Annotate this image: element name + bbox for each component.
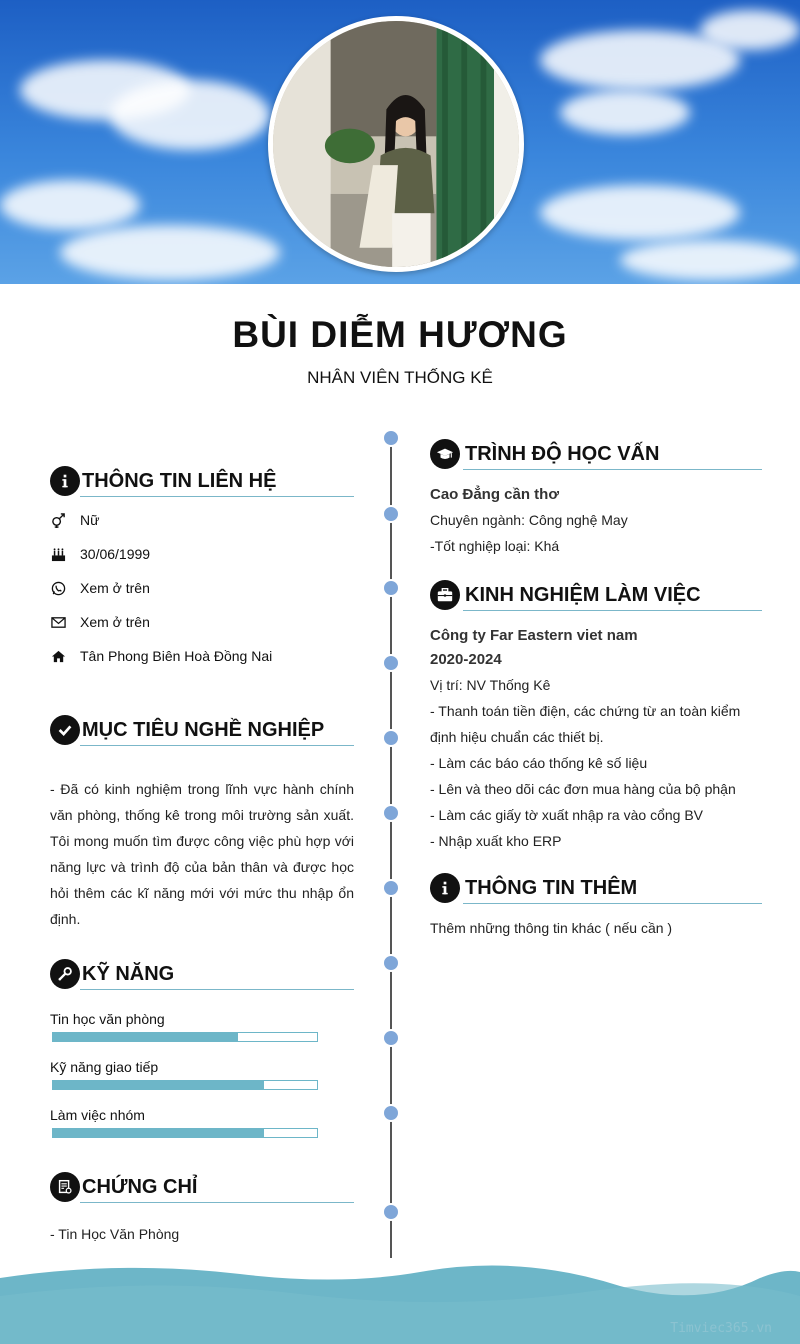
timeline-dot bbox=[382, 1029, 400, 1047]
timeline-dot bbox=[382, 729, 400, 747]
timeline-dot bbox=[382, 879, 400, 897]
company-name: Công ty Far Eastern viet nam bbox=[430, 627, 638, 644]
phone-icon bbox=[50, 580, 66, 596]
duty-item: - Nhập xuất kho ERP bbox=[430, 833, 562, 849]
contact-birthday bbox=[50, 546, 150, 562]
cloud bbox=[620, 240, 800, 280]
cloud bbox=[110, 80, 270, 150]
skill-bar bbox=[52, 1128, 318, 1138]
section-divider bbox=[463, 903, 762, 904]
contact-value: Xem ở trên bbox=[80, 580, 150, 596]
timeline-dot bbox=[382, 654, 400, 672]
section-title: KINH NGHIỆM LÀM VIỆC bbox=[465, 583, 701, 606]
section-title: KỸ NĂNG bbox=[82, 962, 175, 985]
section-divider bbox=[80, 496, 354, 497]
birthday-cake-icon bbox=[50, 546, 66, 562]
contact-phone bbox=[50, 580, 150, 596]
check-icon bbox=[50, 715, 80, 745]
contact-email bbox=[50, 614, 150, 630]
certificate-item: - Tin Học Văn Phòng bbox=[50, 1226, 180, 1242]
job-title: NHÂN VIÊN THỐNG KÊ bbox=[307, 368, 493, 387]
cloud bbox=[700, 10, 800, 50]
gender-icon bbox=[50, 512, 66, 528]
work-position: Vị trí: NV Thống Kê bbox=[430, 677, 551, 693]
contact-value: Tân Phong Biên Hoà Đồng Nai bbox=[80, 648, 273, 664]
skill-bar-fill bbox=[53, 1081, 264, 1089]
education-section-heading bbox=[430, 439, 659, 469]
info-icon bbox=[50, 466, 80, 496]
certificates-section-heading bbox=[50, 1172, 197, 1202]
contact-value: 30/06/1999 bbox=[80, 546, 151, 562]
skill-label: Tin học văn phòng bbox=[50, 1011, 165, 1027]
skills-section-heading bbox=[50, 959, 174, 989]
duty-list bbox=[430, 698, 770, 854]
skill-bar bbox=[52, 1080, 318, 1090]
section-title: MỤC TIÊU NGHỀ NGHIỆP bbox=[82, 718, 325, 741]
contact-gender bbox=[50, 512, 99, 528]
timeline-dot bbox=[382, 579, 400, 597]
section-title: TRÌNH ĐỘ HỌC VẤN bbox=[465, 442, 660, 465]
wrench-icon bbox=[50, 959, 80, 989]
footer-waves bbox=[0, 1256, 800, 1344]
section-divider bbox=[80, 745, 354, 746]
section-title: THÔNG TIN LIÊN HỆ bbox=[82, 469, 277, 492]
education-major: Chuyên ngành: Công nghệ May bbox=[430, 512, 628, 528]
timeline-dot bbox=[382, 804, 400, 822]
skill-bar-fill bbox=[53, 1033, 238, 1041]
duty-item: - Làm các giấy tờ xuất nhập ra vào cổng BV bbox=[430, 807, 703, 823]
cloud bbox=[60, 225, 280, 280]
home-icon bbox=[50, 648, 66, 664]
timeline-dot bbox=[382, 505, 400, 523]
duty-item: - Thanh toán tiền điện, các chứng từ an toàn kiểm định hiệu chuẩn các thiết bị. bbox=[430, 703, 741, 745]
experience-section-heading bbox=[430, 580, 701, 610]
section-divider bbox=[463, 610, 762, 611]
section-title: CHỨNG CHỈ bbox=[82, 1175, 198, 1198]
contact-value: Nữ bbox=[80, 512, 100, 528]
timeline-dot bbox=[382, 1203, 400, 1221]
additional-section-heading bbox=[430, 873, 637, 903]
skill-label: Làm việc nhóm bbox=[50, 1107, 145, 1123]
duty-item: - Làm các báo cáo thống kê số liệu bbox=[430, 755, 648, 771]
section-title: THÔNG TIN THÊM bbox=[465, 876, 638, 899]
cloud bbox=[560, 90, 690, 135]
additional-text: Thêm những thông tin khác ( nếu cần ) bbox=[430, 920, 673, 936]
cloud bbox=[540, 185, 740, 240]
cloud bbox=[0, 180, 140, 230]
duty-item: - Lên và theo dõi các đơn mua hàng của bộ phận bbox=[430, 781, 736, 797]
contact-value: Xem ở trên bbox=[80, 614, 150, 630]
watermark: Timviec365.vn bbox=[670, 1321, 772, 1336]
timeline-line bbox=[390, 438, 392, 1258]
contact-section-heading bbox=[50, 466, 276, 496]
skill-label: Kỹ năng giao tiếp bbox=[50, 1059, 159, 1075]
section-divider bbox=[80, 1202, 354, 1203]
skill-bar bbox=[52, 1032, 318, 1042]
section-divider bbox=[80, 989, 354, 990]
objective-text: - Đã có kinh nghiệm trong lĩnh vực hành chính văn phòng, thống kê trong môi trường sản xuất. Tôi mong muốn tìm được công việc phù hợp với năng lực và trình độ của bản thân và được học hỏi thêm các kĩ năng mới với mức thu nhập ổn định. bbox=[50, 781, 354, 927]
mail-icon bbox=[50, 614, 66, 630]
skill-bar-fill bbox=[53, 1129, 264, 1137]
certificate-icon bbox=[50, 1172, 80, 1202]
avatar bbox=[268, 16, 524, 272]
info-icon bbox=[430, 873, 460, 903]
section-divider bbox=[463, 469, 762, 470]
contact-address bbox=[50, 648, 272, 664]
profile-photo bbox=[273, 21, 519, 267]
timeline-dot bbox=[382, 1104, 400, 1122]
work-period: 2020-2024 bbox=[430, 651, 502, 668]
education-grade: -Tốt nghiệp loại: Khá bbox=[430, 538, 560, 554]
timeline-dot bbox=[382, 954, 400, 972]
school-name: Cao Đẳng cần thơ bbox=[430, 486, 560, 503]
timeline-dot bbox=[382, 429, 400, 447]
objective-section-heading bbox=[50, 715, 324, 745]
candidate-name: BÙI DIỄM HƯƠNG bbox=[232, 314, 568, 355]
briefcase-icon bbox=[430, 580, 460, 610]
graduation-cap-icon bbox=[430, 439, 460, 469]
